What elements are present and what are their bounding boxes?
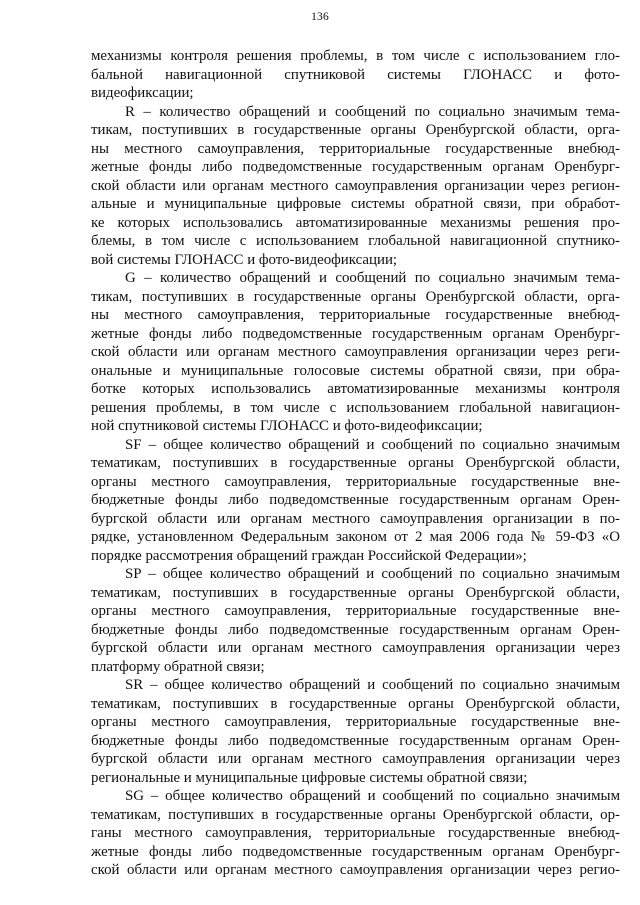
text-line: ны местного самоуправления, территориальные государственные внебюд- [91, 140, 620, 157]
text-line: ской области или органам местного самоуправления организации через регио- [91, 862, 620, 878]
paragraph-sf-first-line: SF – общее количество обращений и сообщений по социально значимым [125, 436, 620, 453]
paragraph-g-first-line: G – количество обращений и сообщений по социально значимым тема- [125, 270, 620, 286]
text-line: ной спутниковой системы ГЛОНАСС и фото-видеофиксации; [91, 418, 483, 434]
text-line: жетные фонды либо подведомственные государственным органам Оренбург- [91, 843, 620, 860]
page-number: 136 [311, 11, 329, 23]
paragraph-sp-first-line: SP – общее количество обращений и сообщений по социально значимым [125, 566, 620, 582]
text-line: ганы местного самоуправления, территориальные государственные внебюд- [91, 825, 620, 841]
text-line: региональные и муниципальные цифровые системы обратной связи; [91, 769, 528, 786]
text-line: органы местного самоуправления, территориальные государственные вне- [91, 714, 620, 730]
text-line: порядке рассмотрения обращений граждан Российской Федерации»; [91, 547, 527, 564]
text-line: тематикам, поступивших в государственные органы Оренбургской области, ор- [91, 806, 620, 823]
text-line: вой системы ГЛОНАСС и фото-видеофиксации; [91, 251, 398, 268]
text-line: ны местного самоуправления, территориальные государственные внебюд- [91, 307, 620, 323]
text-line: тематикам, поступивших в государственные органы Оренбургской области, [91, 455, 620, 471]
text-line: ке которых использовались автоматизированные механизмы решения про- [91, 214, 620, 231]
text-line: бургской области или органам местного самоуправления организации через [91, 751, 620, 767]
text-line: механизмы контроля решения проблемы, в том числе с использованием гло- [91, 48, 620, 64]
text-line: рядке, установленном Федеральным законом от 2 мая 2006 года № 59-ФЗ «О [91, 529, 620, 545]
text-line: ональные и муниципальные голосовые системы обратной связи, при обра- [91, 362, 620, 379]
text-line: тикам, поступивших в государственные органы Оренбургской области, орга- [91, 122, 620, 138]
text-line: бюджетные фонды либо подведомственные государственным органам Орен- [91, 492, 620, 508]
body-text [91, 47, 620, 880]
text-line: жетные фонды либо подведомственные государственным органам Оренбург- [91, 159, 620, 175]
text-line: бальной навигационной спутниковой системы ГЛОНАСС и фото- [91, 66, 620, 83]
text-line: блемы, в том числе с использованием глобальной навигационной спутнико- [91, 233, 620, 249]
text-line: тикам, поступивших в государственные органы Оренбургской области, орга- [91, 288, 620, 305]
text-line: бургской области или органам местного самоуправления организации через [91, 640, 620, 656]
paragraph-sg-first-line: SG – общее количество обращений и сообщений по социально значимым [125, 788, 620, 804]
paragraph-r-first-line: R – количество обращений и сообщений по социально значимым тема- [125, 103, 620, 120]
text-line: ботке которых использовались автоматизированные механизмы контроля [91, 381, 620, 397]
text-line: ской области или органам местного самоуправления организации через реги- [91, 344, 620, 360]
text-line: тематикам, поступивших в государственные органы Оренбургской области, [91, 584, 620, 601]
text-line: ской области или органам местного самоуправления организации через регион- [91, 177, 620, 194]
text-line: решения проблемы, в том числе с использованием глобальной навигацион- [91, 399, 620, 416]
text-line: жетные фонды либо подведомственные государственным органам Оренбург- [91, 325, 620, 342]
text-line: платформу обратной связи; [91, 658, 265, 675]
text-line: органы местного самоуправления, территориальные государственные вне- [91, 603, 620, 619]
text-line: тематикам, поступивших в государственные органы Оренбургской области, [91, 695, 620, 712]
text-line: органы местного самоуправления, территориальные государственные вне- [91, 473, 620, 490]
text-line: видеофиксации; [91, 85, 194, 101]
paragraph-sr-first-line: SR – общее количество обращений и сообщений по социально значимым [125, 677, 620, 693]
text-line: бюджетные фонды либо подведомственные государственным органам Орен- [91, 732, 620, 749]
text-line: альные и муниципальные цифровые системы обратной связи, при обработ- [91, 196, 620, 212]
text-line: бургской области или органам местного самоуправления организации в по- [91, 510, 620, 527]
text-line: бюджетные фонды либо подведомственные государственным органам Орен- [91, 621, 620, 638]
